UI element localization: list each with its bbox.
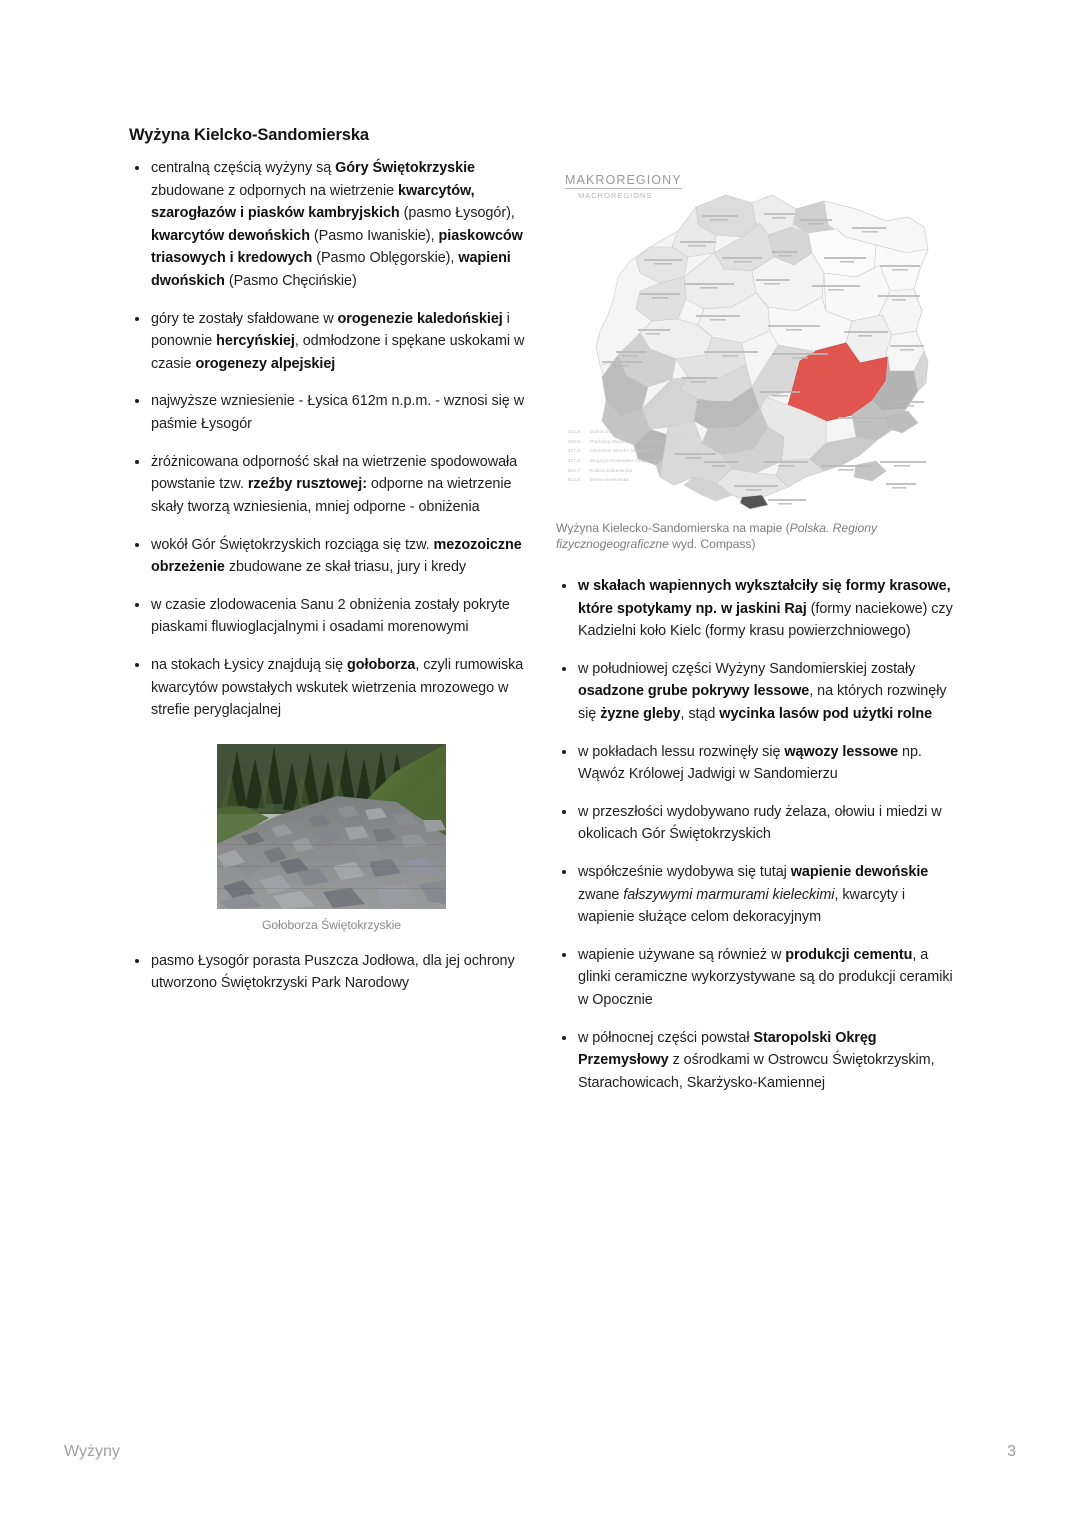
map-legend-row	[568, 456, 663, 466]
map-subtitle: MACROREGIONS	[578, 191, 653, 200]
goloborza-photo	[217, 744, 446, 909]
poland-macroregions-map	[556, 165, 956, 513]
map-legend-row	[568, 446, 663, 456]
page-title: Wyżyna Kielcko-Sandomierska	[129, 126, 370, 144]
map-legend-row	[568, 427, 663, 437]
map-legend-label: Kotlina Żabieniecka	[590, 467, 633, 473]
bullet-sop: w północnej części powstał Staropolski Okręg Przemysłowy z ośrodkami w Ostrowcu Świętokrzyskim, Starachowicach, Skarżysko-Kamiennej	[556, 1027, 956, 1095]
bullet-lessy: w południowej części Wyżyny Sandomierskiej zostały osadzone grube pokrywy lessowe, na których rozwinęły się żyzne gleby, stąd wycinka lasów pod użytki rolne	[556, 658, 956, 726]
map-legend-label: Pradolina Warszawsko-Grzymiska	[590, 438, 663, 444]
right-bullet-list	[556, 575, 956, 1095]
bullet-zlodowacenie-sanu: w czasie zlodowacenia Sanu 2 obniżenia zostały pokryte piaskami fluwioglacjalnymi i osadami morenowymi	[129, 594, 534, 639]
map-caption-suffix: wyd. Compass)	[668, 537, 756, 552]
map-legend-label: Dolina Dolnej Wisły	[590, 428, 632, 434]
map-legend-code: 512.7	[568, 467, 580, 473]
map-legend-row	[568, 475, 663, 485]
map-legend-code: 315.6	[568, 438, 580, 444]
left-bullet-list-after-photo	[129, 950, 534, 995]
map-legend-code: 512.5	[568, 477, 580, 483]
map-legend-row	[568, 466, 663, 476]
bullet-wapienie-dewonskie: współcześnie wydobywa się tutaj wapienie dewońskie zwane fałszywymi marmurami kieleckimi, kwarcyty i wapienie służące celom dekoracyjnym	[556, 861, 956, 929]
map-caption	[556, 520, 956, 553]
bullet-mezozoiczne-obrzezenie: wokół Gór Świętokrzyskich rozciąga się tzw. mezozoiczne obrzeżenie zbudowane ze skał triasu, jury i kredy	[129, 534, 534, 579]
left-column	[129, 126, 534, 995]
map-legend-code: 314.8	[568, 428, 580, 434]
bullet-orogenezy: góry te zostały sfałdowane w orogenezie kaledońskiej i ponownie hercyńskiej, odmłodzone i spękane uskokami w czasie orogenezy alpejskiej	[129, 308, 534, 376]
map-caption-source-title: Polska. Regiony fizycznogeograficzne	[556, 521, 877, 552]
map-figure	[556, 165, 956, 553]
map-legend-row	[568, 437, 663, 447]
map-caption-prefix: Wyżyna Kielecko-Sandomierska na mapie (	[556, 521, 790, 535]
map-legend-code: 317.2	[568, 457, 580, 463]
bullet-budowa-geologiczna: centralną częścią wyżyny są Góry Świętokrzyskie zbudowane z odpornych na wietrzenie kwarcytów, szarogłazów i piasków kambryjskich (pasmo Łysogór), kwarcytów dewońskich (Pasmo Iwaniskie), piaskowców triasowych i kredowych (Pasmo Oblęgorskie), wapieni dwońskich (Pasmo Chęcińskie)	[129, 157, 534, 293]
bullet-cement: wapienie używane są również w produkcji cementu, a glinki ceramiczne wykorzystywane są do produkcji ceramiki w Opocznie	[556, 944, 956, 1012]
right-column	[556, 165, 956, 1095]
map-legend-label: Obniżenie Wrocko-Głogowskie	[590, 448, 656, 454]
photo-caption: Gołoborza Świętokrzyskie	[261, 917, 401, 932]
goloborza-figure	[129, 744, 534, 932]
map-legend-label: Wzgórza Krokowsko-Czaplineckie	[590, 457, 663, 463]
bullet-formy-krasowe: w skałach wapiennych wykształciły się formy krasowe, które spotykamy np. w jaskini Raj (formy naciekowe) czy Kadzielni koło Kielc (formy krasu powierzchniowego)	[556, 575, 956, 643]
bullet-rudy: w przeszłości wydobywano rudy żelaza, ołowiu i miedzi w okolicach Gór Świętokrzyskich	[556, 801, 956, 846]
map-legend-code: 317.3	[568, 448, 580, 454]
map-legend	[568, 427, 663, 485]
footer-section-label: Wyżyny	[64, 1443, 120, 1460]
bullet-rzezba-rusztowa: żróżnicowana odporność skał na wietrzenie spodowowała powstanie tzw. rzeźby rusztowej: odporne na wietrzenie skały tworzą wzniesienia, mniej odporne - obniżenia	[129, 451, 534, 519]
bullet-lysica: najwyższe wzniesienie - Łysica 612m n.p.m. - wznosi się w paśmie Łysogór	[129, 390, 534, 435]
page-footer	[64, 1443, 1016, 1461]
map-title: MAKROREGIONY	[565, 173, 682, 187]
footer-page-number: 3	[1007, 1443, 1016, 1460]
map-legend-label: Brama Krakowska	[590, 477, 629, 483]
bullet-puszcza-jodlowa: pasmo Łysogór porasta Puszcza Jodłowa, dla jej ochrony utworzono Świętokrzyski Park Narodowy	[129, 950, 534, 995]
bullet-goloborza: na stokach Łysicy znajdują się gołoborza, czyli rumowiska kwarcytów powstałych wskutek wietrzenia mrozowego w strefie peryglacjalnej	[129, 654, 534, 722]
bullet-wawozy: w pokładach lessu rozwinęły się wąwozy lessowe np. Wąwóz Królowej Jadwigi w Sandomierzu	[556, 741, 956, 786]
left-bullet-list	[129, 157, 534, 722]
